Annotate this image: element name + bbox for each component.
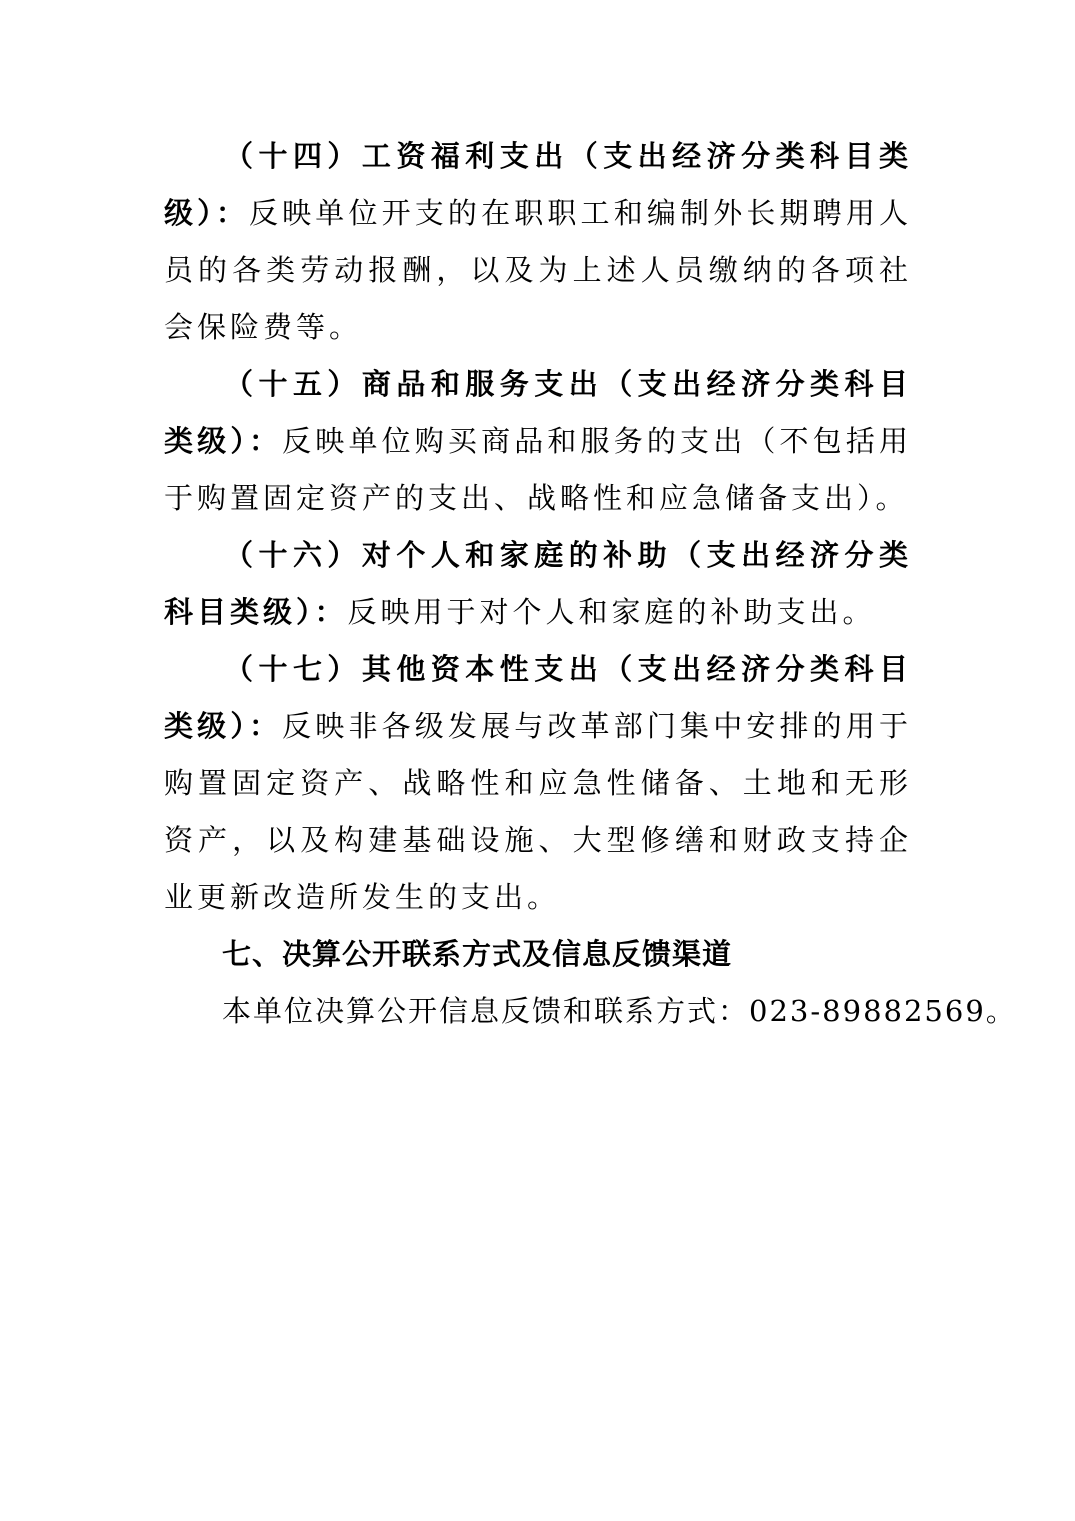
contact-text: 本单位决算公开信息反馈和联系方式： xyxy=(222,994,750,1028)
section-heading-contact: 七、决算公开联系方式及信息反馈渠道 xyxy=(222,937,733,971)
contact-line xyxy=(164,983,1017,1040)
section-14-desc: 反映单位开支的在职职工和编制外长期聘用人员的各类劳动报酬，以及为上述人员缴纳的各项社会保险费等。 xyxy=(164,196,912,344)
section-17 xyxy=(164,641,912,926)
section-14 xyxy=(164,128,912,356)
section-15-desc: 反映单位购买商品和服务的支出（不包括用于购置固定资产的支出、战略性和应急储备支出）。 xyxy=(164,424,912,515)
section-16-desc: 反映用于对个人和家庭的补助支出。 xyxy=(347,595,876,629)
section-16-term: （十六）对个人和家庭的补助（支出经济分类科目类级）： xyxy=(164,538,912,629)
section-15 xyxy=(164,356,912,527)
section-17-term: （十七）其他资本性支出（支出经济分类科目类级）： xyxy=(164,652,912,743)
section-16 xyxy=(164,527,912,641)
contact-phone: 023-89882569 xyxy=(749,994,986,1028)
section-14-term: （十四）工资福利支出（支出经济分类科目类级）： xyxy=(164,139,912,230)
document-page xyxy=(164,128,1017,1040)
contact-end: 。 xyxy=(985,994,1017,1028)
section-17-desc: 反映非各级发展与改革部门集中安排的用于购置固定资产、战略性和应急性储备、土地和无形资产，以及构建基础设施、大型修缮和财政支持企业更新改造所发生的支出。 xyxy=(164,709,912,914)
section-15-term: （十五）商品和服务支出（支出经济分类科目类级）： xyxy=(164,367,912,458)
